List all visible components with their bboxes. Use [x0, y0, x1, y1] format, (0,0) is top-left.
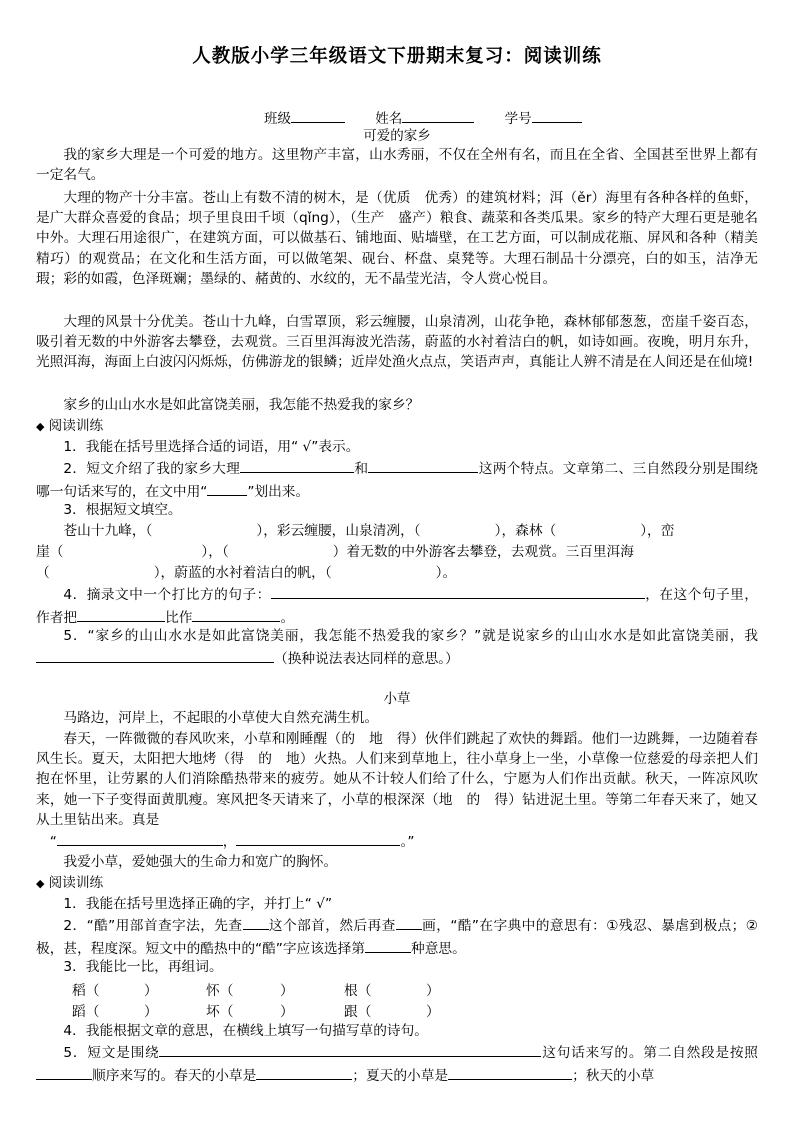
- q5-text: （换种说法表达同样的意思。）: [274, 650, 459, 667]
- word-prompt-close: ）: [280, 983, 294, 999]
- q2-text-b: 和: [354, 461, 369, 477]
- q2-stroke-blank[interactable]: [396, 915, 422, 930]
- name-label: 姓名: [375, 111, 403, 127]
- exercise1-q3-line2: [36, 542, 758, 564]
- q2-text: 画，“酷”在字典中的意思有：①残忍、暴虐到极点；②极，甚，程度深。短文中的酷热中的“酷”字应该选择第: [36, 918, 758, 957]
- q5-text: 5．短文是围绕: [63, 1045, 160, 1061]
- poem-comma: ，: [222, 834, 237, 850]
- exercise2-heading: [36, 873, 103, 894]
- q5-text: 5．“家乡的山山水水是如此富饶美丽，我怎能不热爱我的家乡？”就是说家乡的山山水水是如此富饶美丽，我: [63, 628, 758, 644]
- word-compare-row-1: [72, 979, 440, 999]
- exercise2-q2: [36, 915, 758, 960]
- passage1-paragraph-3: 大理的风景十分优美。苍山十九峰，白雪罩顶，彩云缠腰，山泉清冽，山花争艳，森林郁郁葱葱，峦崖千姿百态，吸引着无数的中外游客去攀登，去观赏。三百里洱海波光浩荡，蔚蓝的水衬着洁白的帆，如诗如画。夜晚，明月东升，光照洱海，海面上白波闪闪烁烁，仿佛游龙的银鳞；近岸处渔火点点，笑语声声，真能让人辨不清是在人间还是在仙境!: [36, 314, 758, 371]
- passage1-paragraph-2: 大理的物产十分丰富。苍山上有数不清的树木，是（优质 优秀）的建筑材料；洱（ěr）海里有各种各样的鱼虾，是广大群众喜爱的食品；坝子里良田千顷（qǐng），（生产 盛产）粮食、蔬菜和各类瓜果。家乡的特产大理石更是驰名中外。大理石用途很广，在建筑方面，可以做基石、铺地面、贴墙壁，在工艺方面，可以制成花瓶、屏风和各种（精美 精巧）的观赏品；在文化和生活方面，可以做笔架、砚台、杯盘、桌凳等。大理石制品十分漂亮，白的如玉，洁净无瑕；彩的如霞，色泽斑斓；墨绿的、赭黄的、水纹的，无不晶莹光洁，令人赏心悦目。: [36, 190, 772, 287]
- q2-meaning-blank[interactable]: [365, 938, 411, 953]
- q5-blank[interactable]: [36, 648, 274, 663]
- q2-text-d: ”划出来。: [247, 483, 310, 500]
- q5-spring-blank[interactable]: [256, 1065, 352, 1080]
- poem-blank-2[interactable]: [236, 831, 400, 846]
- q4-blank-object[interactable]: [192, 607, 280, 622]
- q5-text: 这句话来写的。第二自然段是按照: [541, 1045, 758, 1061]
- q3-text: ），彩云缠腰，山泉清冽，（: [256, 523, 421, 539]
- q5-text: ；夏天的小草是: [352, 1067, 449, 1084]
- q4-text: 。: [280, 609, 295, 626]
- word-prompt: 坏（: [206, 1004, 234, 1020]
- exercise1-q5: [36, 626, 758, 670]
- q4-text: 比作: [165, 609, 193, 626]
- student-id-blank[interactable]: [532, 109, 582, 123]
- q2-blank-1[interactable]: [240, 458, 354, 473]
- q2-text-a: 2．短文介绍了我的家乡大理: [63, 461, 241, 477]
- exercise2-q3: 3．我能比一比，再组词。: [63, 959, 223, 975]
- word-prompt: 蹈（: [72, 1004, 100, 1020]
- passage1-paragraph-4: 家乡的山山水水是如此富饶美丽，我怎能不热爱我的家乡？: [63, 397, 420, 413]
- exercise1-q1: 1．我能在括号里选择合适的词语，用“ √”表示。: [63, 439, 360, 455]
- q2-text: 这个部首，然后再查: [268, 918, 396, 934]
- passage2-paragraph-1: 马路边，河岸上，不起眼的小草使大自然充满生机。: [63, 710, 379, 726]
- q2-blank-3[interactable]: [207, 481, 247, 496]
- q3-text: ），（: [201, 544, 229, 560]
- passage1-paragraph-1: 我的家乡大理是一个可爱的地方。这里物产丰富，山水秀丽，不仅在全州有名，而且在全省、全国甚至世界上都有一定名气。: [36, 147, 758, 184]
- q3-text: ），蔚蓝的水衬着洁白的帆，（: [153, 565, 332, 581]
- word-compare-row-2: [72, 1000, 440, 1020]
- q3-text: 苍山十九峰，（: [63, 523, 153, 539]
- passage2-poem-line: [36, 831, 758, 852]
- word-prompt-close: ）: [280, 1004, 294, 1020]
- passage2-paragraph-2: 春天，一阵微微的春风吹来，小草和刚睡醒（的 地 得）伙伴们跳起了欢快的舞蹈。他们一边跳舞，一边随着春风生长。夏天，太阳把大地烤（得 的 地）火热。人们来到草地上，往小草身上一坐，小草像一位慈爱的母亲把人们抱在怀里，让劳累的人们消除酷热带来的疲劳。她从不计较人们给了什么，宁愿为人们作出贡献。秋天，一阵凉风吹来，她一下子变得面黄肌瘦。寒风把冬天请来了，小草的根深深（地 的 得）钻进泥土里。等第二年春天来了，她又从土里钻出来。真是: [36, 731, 758, 828]
- q5-text: 顺序来写的。春天的小草是: [92, 1067, 257, 1084]
- q2-text: 种意思。: [411, 940, 466, 957]
- word-prompt: 稻（: [72, 983, 100, 999]
- exercise2-heading-text: 阅读训练: [48, 875, 104, 891]
- diamond-bullet-icon: ◆: [36, 420, 45, 433]
- name-blank[interactable]: [402, 109, 474, 123]
- passage2-title: 小草: [383, 691, 411, 707]
- quote-close: 。”: [400, 834, 415, 850]
- q5-text: ；秋天的小草: [572, 1067, 655, 1084]
- q4-text: ，在这个句子里，作者把: [36, 587, 758, 626]
- q2-blank-2[interactable]: [368, 458, 478, 473]
- q4-blank-sentence[interactable]: [271, 584, 645, 599]
- q3-text: ）着无数的中外游客去攀登，去观赏。三百里洱海: [332, 544, 634, 560]
- exercise1-q3-line3: [36, 563, 758, 585]
- exercise1-q3-line1: [36, 521, 758, 543]
- page-title: 人教版小学三年级语文下册期末复习：阅读训练: [192, 46, 602, 67]
- exercise1-q2: [36, 458, 758, 503]
- diamond-bullet-icon: ◆: [36, 877, 45, 890]
- q2-text-c: 这两个特点。文章第二、三自然段分别是围绕哪一句话来写的，在文中用“: [36, 461, 758, 500]
- q4-text: 4．摘录文中一个打比方的句子：: [63, 587, 271, 603]
- exercise1-heading-text: 阅读训练: [48, 418, 104, 434]
- q3-text: （: [36, 565, 50, 581]
- poem-blank-1[interactable]: [57, 831, 223, 846]
- exercise2-q5: [36, 1042, 758, 1087]
- word-prompt: 怀（: [206, 983, 234, 999]
- word-prompt-close: ）: [144, 1004, 158, 1020]
- q2-radical-blank[interactable]: [243, 915, 269, 930]
- q2-text: 2．“酷”用部首查字法，先查: [63, 918, 243, 934]
- word-prompt-close: ）: [426, 1004, 440, 1020]
- class-label: 班级: [264, 111, 291, 127]
- q3-text: ），森林（: [494, 523, 557, 539]
- exercise2-q1: 1．我能在括号里选择正确的字，并打上“ √”: [63, 896, 333, 912]
- q3-text: ）。: [435, 565, 457, 581]
- passage1-title: 可爱的家乡: [363, 128, 431, 144]
- exercise1-q4: [36, 584, 758, 629]
- class-blank[interactable]: [291, 109, 345, 123]
- q5-summer-blank[interactable]: [448, 1065, 572, 1080]
- q5-center-sentence-blank[interactable]: [159, 1042, 541, 1057]
- word-prompt-close: ）: [144, 983, 158, 999]
- exercise1-heading: [36, 416, 103, 437]
- word-prompt: 跟（: [344, 1004, 372, 1020]
- word-prompt: 根（: [344, 983, 372, 999]
- q5-order-blank[interactable]: [36, 1065, 92, 1080]
- exercise1-q3: 3．根据短文填空。: [63, 502, 182, 518]
- q3-text: 崖（: [36, 544, 64, 560]
- quote-open: “: [49, 834, 57, 850]
- student-id-label: 学号: [504, 111, 532, 127]
- exercise2-q4: 4．我能根据文章的意思，在横线上填写一句描写草的诗句。: [63, 1023, 428, 1039]
- q4-blank-subject[interactable]: [77, 607, 165, 622]
- q3-text: ），峦: [640, 523, 675, 539]
- word-prompt-close: ）: [426, 983, 440, 999]
- passage2-paragraph-3: 我爱小草，爱她强大的生命力和宽广的胸怀。: [63, 854, 338, 870]
